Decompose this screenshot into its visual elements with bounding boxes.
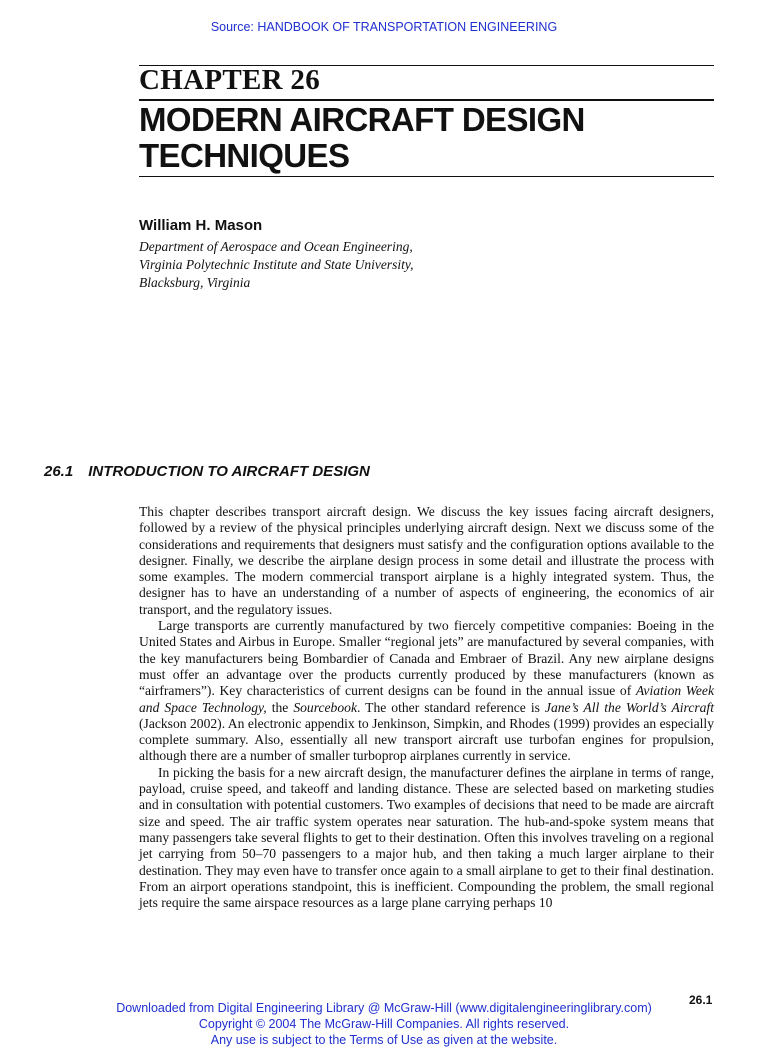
- affiliation-line: Blacksburg, Virginia: [139, 275, 251, 290]
- source-header: Source: HANDBOOK OF TRANSPORTATION ENGINEERING: [210, 20, 558, 34]
- chapter-label: CHAPTER 26: [139, 64, 321, 96]
- title-rule: [139, 176, 714, 177]
- paragraph-text: Large transports are currently manufactured by two fiercely competitive companies: Boeing in the United States and Airbus in Europe. Smaller “regional jets” are manufactured by several companies, with the key manufacturers being Bombardier of Canada and Embraer of Brazil. Any new airplane designs must offer an advantage over the products currently produced by these manufacturers (known as “airframers”). Key characteristics of current designs can be found in the annual issue of: [139, 618, 714, 699]
- body-text: [139, 504, 714, 911]
- author-affiliation: [139, 238, 413, 292]
- body-paragraph: [139, 618, 714, 765]
- author-name: William H. Mason: [139, 217, 263, 234]
- italic-title-text: Aviation Week and Space Technology,: [139, 683, 714, 715]
- chapter-title: [139, 102, 585, 174]
- chapter-title-line: TECHNIQUES: [139, 137, 350, 174]
- italic-title-text: Sourcebook: [293, 699, 357, 715]
- body-paragraph: [139, 765, 714, 912]
- footer-terms: Any use is subject to the Terms of Use as given at the website.: [210, 1033, 558, 1047]
- footer-copyright: Copyright © 2004 The McGraw-Hill Companies. All rights reserved.: [198, 1017, 570, 1031]
- affiliation-line: Virginia Polytechnic Institute and State University,: [139, 257, 414, 272]
- footer-download-link[interactable]: Downloaded from Digital Engineering Library @ McGraw-Hill (www.digitalengineeringlibrary.com): [116, 1001, 652, 1015]
- chapter-title-line: MODERN AIRCRAFT DESIGN: [139, 101, 585, 138]
- body-paragraph: [139, 504, 714, 618]
- page-number: 26.1: [689, 993, 713, 1007]
- section-heading: [44, 463, 370, 480]
- footer: [0, 1000, 768, 1048]
- affiliation-line: Department of Aerospace and Ocean Engineering,: [139, 239, 413, 254]
- paragraph-text: This chapter describes transport aircraft design. We discuss the key issues facing aircraft designers, followed by a review of the physical principles underlying aircraft design. Next we discuss some of the considerations and requirements that designers must satisfy and the configuration options available to the designer. Finally, we describe the airplane design process in some detail and illustrate the process with some examples. The modern commercial transport airplane is a highly integrated system. Thus, the designer has to have an understanding of a number of aspects of engineering, the economics of air transport, and the regulatory issues.: [139, 504, 714, 617]
- section-number: 26.1: [44, 463, 74, 480]
- paragraph-text: (Jackson 2002). An electronic appendix to Jenkinson, Simpkin, and Rhodes (1999) provides an especially complete summary. Also, essentially all new transport aircraft use turbofan engines for propulsion, although there are a number of smaller turboprop airplanes currently in service.: [139, 715, 714, 764]
- italic-title-text: Jane’s All the World’s Aircraft: [544, 699, 714, 715]
- paragraph-text: . The other standard reference is: [356, 699, 545, 715]
- paragraph-text: In picking the basis for a new aircraft design, the manufacturer defines the airplane in terms of range, payload, cruise speed, and takeoff and landing distance. These are selected based on marketing studies and in consultation with potential customers. Two examples of decisions that need to be made are aircraft size and speed. The air traffic system operates near saturation. The hub-and-spoke system means that many passengers take several flights to get to their destination. Often this involves traveling on a regional jet carrying from 50–70 passengers to a major hub, and then taking a much larger airplane to their destination. They may even have to transfer once again to a small airplane to get to their final destination. From an airport operations standpoint, this is inefficient. Compounding the problem, the small regional jets require the same airspace resources as a large plane carrying perhaps 10: [139, 764, 714, 911]
- section-title: INTRODUCTION TO AIRCRAFT DESIGN: [88, 463, 370, 480]
- paragraph-text: the: [266, 699, 294, 715]
